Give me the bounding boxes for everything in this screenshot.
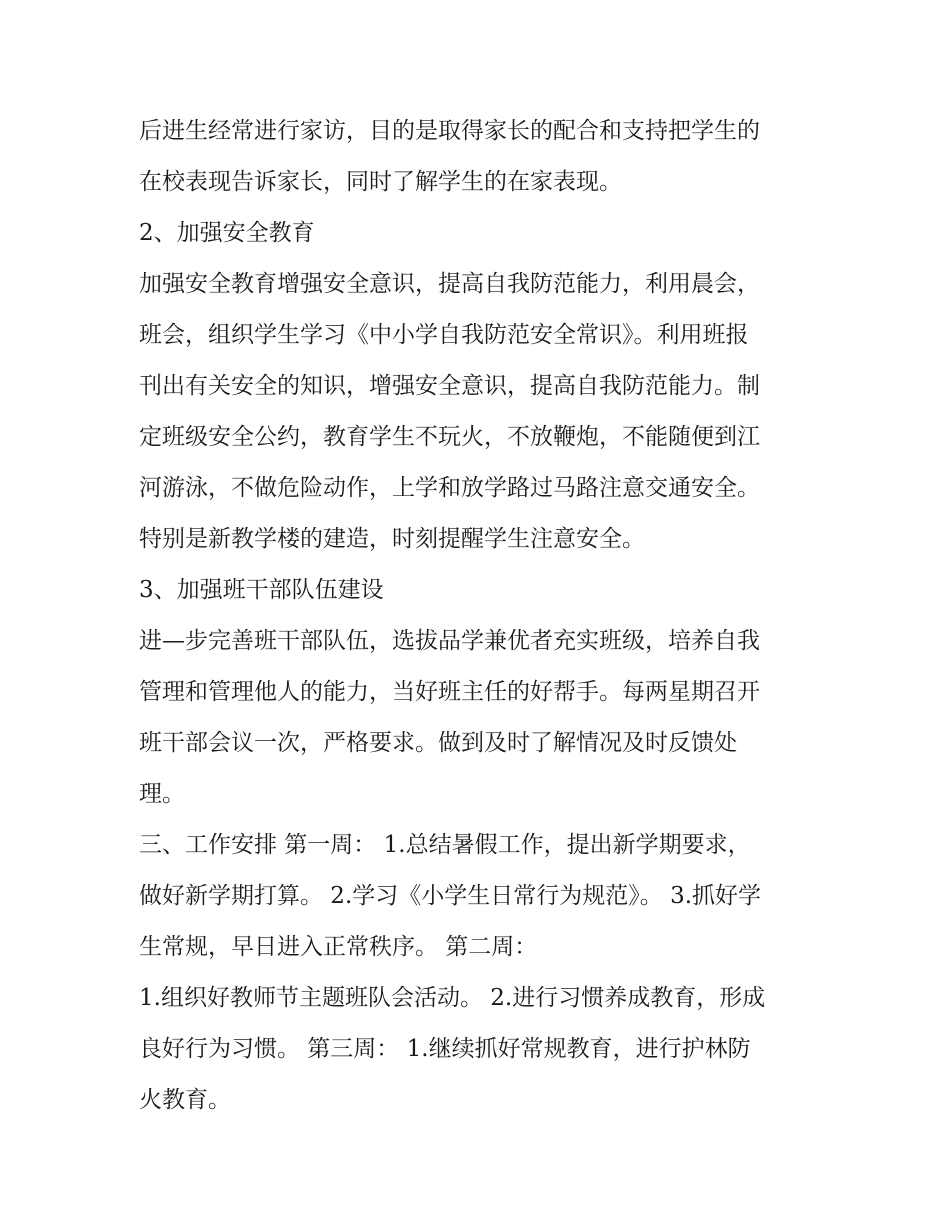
- text-line: 班会，组织学生学习《中小学自我防范安全常识》。利用班报: [139, 322, 749, 348]
- section-heading: 2、加强安全教育: [139, 220, 315, 246]
- text-line: 理。: [139, 781, 185, 807]
- text-line: 进—步完善班干部队伍，选拔品学兼优者充实班级，培养自我: [139, 628, 760, 654]
- text-line: 特别是新教学楼的建造，时刻提醒学生注意安全。: [139, 526, 645, 552]
- text-line: 加强安全教育增强安全意识，提高自我防范能力，利用晨会，: [139, 271, 760, 297]
- document-body: [139, 106, 819, 1126]
- text-line: 火教育。: [139, 1087, 231, 1113]
- text-line: 河游泳，不做危险动作，上学和放学路过马路注意交通安全。: [139, 475, 760, 501]
- text-line: 良好行为习惯。 第三周： 1.继续抓好常规教育，进行护林防: [139, 1036, 751, 1062]
- text-line: 1.组织好教师节主题班队会活动。 2.进行习惯养成教育，形成: [139, 985, 766, 1011]
- text-line: 定班级安全公约，教育学生不玩火，不放鞭炮，不能随便到江: [139, 424, 760, 450]
- text-line: 做好新学期打算。 2.学习《小学生日常行为规范》。 3.抓好学: [139, 883, 762, 909]
- text-line: 三、工作安排 第一周： 1.总结暑假工作，提出新学期要求，: [139, 832, 751, 858]
- text-line: 管理和管理他人的能力，当好班主任的好帮手。每两星期召开: [139, 679, 760, 705]
- text-line: 班干部会议一次，严格要求。做到及时了解情况及时反馈处: [139, 730, 737, 756]
- text-line: 刊出有关安全的知识，增强安全意识，提高自我防范能力。制: [139, 373, 760, 399]
- text-line: 生常规，早日进入正常秩序。 第二周：: [139, 934, 538, 960]
- text-line: 后进生经常进行家访，目的是取得家长的配合和支持把学生的: [139, 118, 760, 144]
- section-heading: 3、加强班干部队伍建设: [139, 577, 384, 603]
- text-line: 在校表现告诉家长，同时了解学生的在家表现。: [139, 169, 622, 195]
